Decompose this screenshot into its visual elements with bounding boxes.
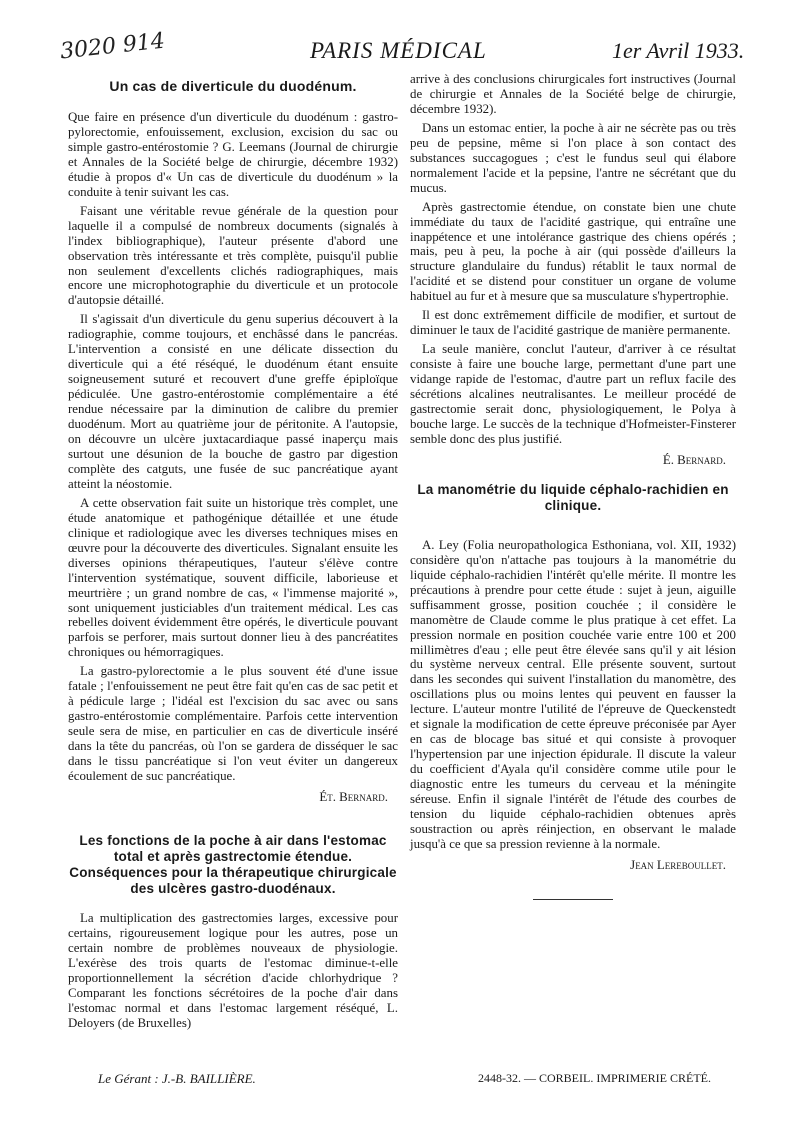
right-column (410, 72, 736, 900)
poche-paragraph-3: Après gastrectomie étendue, on constate bien une chute immédiate du taux de l'acidité gastrique, qui entraîne une inappétence et une intolérance gastrique des chiens opérés ; mais, peu à peu, la poche à air (qui possède d'ailleurs la structure glandulaire du fundus) rétablit le taux normal de l'acidité et se distend pour constituer un organe de volume habituel au fur et à mesure que sa musculature s'hypertrophie. (410, 199, 736, 304)
poche-paragraph-1: La multiplication des gastrectomies larges, excessive pour certains, rigoureusement logique pour les autres, pose un certain nombre de problèmes nouveaux de physiologie. L'exérèse des trois quarts de l'estomac diminue-t-elle proportionnellement la sécrétion d'acide chlorhydrique ? Comparant les fonctions sécrétoires de la poche d'air dans l'estomac normal et dans l'estomac largement réséqué, L. Deloyers (de Bruxelles) (68, 910, 398, 1030)
duodenum-paragraph-5: La gastro-pylorectomie a le plus souvent été d'une issue fatale ; l'enfouissement ne peut être fait qu'en cas de sac petit et à pédicule large ; l'idéal est l'excision du sac avec ou sans gastro-entérostomie complémentaire. Parfois cette intervention seule sera de mise, en particulier en cas de diverticule inséré dans la tête du pancréas, où l'on se gardera de disséquer le sac dans le tissu pancréatique si l'on veut éviter un dangereux écoulement de suc pancréatique. (68, 664, 398, 783)
article-title-manometrie: La manométrie du liquide céphalo-rachidien en clinique. (417, 481, 729, 513)
duodenum-paragraph-2: Faisant une véritable revue générale de la question pour laquelle il a compulsé de nombreux documents (signalés à l'index bibliographique), l'auteur présente d'abord une observation très intéressante et très complète, puisqu'il publie non seulement d'excellents clichés radiographiques, mais encore une microphotographie du diverticule et un protocole d'autopsie détaillé. (68, 203, 398, 308)
manometrie-signature: Jean Lereboullet. (630, 857, 726, 872)
section-divider (533, 899, 613, 900)
duodenum-paragraph-4: A cette observation fait suite un historique très complet, une étude anatomique et pathogénique détaillée et une étude clinique et radiologique avec les diverses techniques mises en œuvre pour la découverte des diverticules. Signalant ensuite les diverses opinions thérapeutiques, l'auteur s'élève contre l'intervention systématique, souvent difficile, laborieuse et meurtrière ; un grand nombre de cas, « l'immense majorité », sont uniquement justiciables d'un traitement médical. Les cas rebelles doivent évidemment être opérés, le diverticule pouvant parfois se perforer, mais surtout donner lieu à des pancréatites chroniques ou hémorragiques. (68, 495, 398, 660)
journal-title: PARIS MÉDICAL (310, 38, 487, 63)
article-title-duodenum: Un cas de diverticule du duodénum. (109, 78, 357, 94)
footer-gerant: Le Gérant : J.-B. BAILLIÈRE. (98, 1071, 256, 1086)
left-column (68, 72, 398, 1035)
issue-date: 1er Avril 1933. (612, 38, 745, 63)
duodenum-signature: Ét. Bernard. (319, 789, 388, 804)
poche-paragraph-2: Dans un estomac entier, la poche à air ne sécrète pas ou très peu de pepsine, même si l'on place à son contact des substances succagogues ; c'est le fundus seul qui élabore normalement l'acide et la pepsine, l'antre ne sécrétant que du mucus. (410, 120, 736, 195)
handwritten-mark: 3020 914 (58, 28, 167, 65)
duodenum-paragraph-3: Il s'agissait d'un diverticule du genu superius découvert à la radiographie, comme toujours, et enchâssé dans le pancréas. L'intervention a consisté en une délicate dissection du diverticule qui a été réséqué, le duodénum étant ensuite soigneusement suturé et recouvert d'une greffe épiploïque pédiculée. Une gastro-entérostomie complémentaire a été rendue nécessaire par la diminution de calibre du premier duodénum. Mort au quatrième jour de péritonite. A l'autopsie, on découvre un ulcère juxtacardiaque passé inaperçu mais surtout une désunion de la bouche de gastro par digestion complète des catguts, une fusée de suc pancréatique ayant atteint la néostomie. (68, 312, 398, 491)
footer-imprimerie: 2448-32. — CORBEIL. IMPRIMERIE CRÉTÉ. (478, 1071, 711, 1085)
manometrie-paragraph-1: A. Ley (Folia neuropathologica Esthoniana, vol. XII, 1932) considère qu'on n'attache pas toujours à la manométrie du liquide céphalo-rachidien l'intérêt qu'elle mérite. Il montre les précautions à prendre pour cette étude : sujet à jeun, aiguille suffisamment grosse, position couchée ; il considère le manomètre de Claude comme le plus pratique à cet effet. La pression normale en position couchée varie entre 100 et 200 millimètres d'eau ; elle peut être élevée sans qu'il y ait lésion du système nerveux central. Elle présente souvent, surtout dans les secondes qui suivent l'installation du manomètre, des oscillations plus ou moins lentes qui peuvent en fausser la lecture. L'auteur montre l'utilité de l'épreuve de Queckenstedt et signale la modification de cette épreuve préconisée par Ayer en cas de blocage bas situé et qui consiste à provoquer l'hypertension par une injection épidurale. Il discute la valeur du coefficient d'Ayala qu'il considère comme utile pour le diagnostic entre les tumeurs du cerveau et la méningite séreuse. Enfin il signale l'intérêt de l'étude des courbes de tension du liquide céphalo-rachidien obtenues après soustraction ou après réinjection, en observant le malade jusqu'à ce que sa pression revienne à la normale. (410, 537, 736, 851)
article-title-poche-a-air: Les fonctions de la poche à air dans l'estomac total et après gastrectomie étendue. Conséquences pour la thérapeutique chirurgicale des ulcères gastro-duodénaux. (69, 832, 397, 896)
duodenum-paragraph-1: Que faire en présence d'un diverticule du duodénum : gastro-pylorectomie, enfouissement, exclusion, excision du sac ou simple gastro-entérostomie ? G. Leemans (Journal de chirurgie et Annales de la Société belge de chirurgie, décembre 1932) étudie à propos d'« Un cas de diverticule du duodénum » la conduite à tenir suivant les cas. (68, 110, 398, 199)
poche-paragraph-5: La seule manière, conclut l'auteur, d'arriver à ce résultat consiste à faire une bouche large, permettant d'une part une vidange rapide de l'estomac, d'autre part un reflux facile des sécrétions alcalines neutralisantes. Le meilleur procédé de gastrectomie serait donc, physiologiquement, le Polya à bouche large. Le succès de la technique d'Hofmeister-Finsterer semble donc des plus justifié. (410, 342, 736, 446)
poche-signature: É. Bernard. (662, 452, 726, 467)
poche-paragraph-4: Il est donc extrêmement difficile de modifier, et surtout de diminuer le taux de l'acidité gastrique de manière permanente. (410, 308, 736, 338)
poche-continuation: arrive à des conclusions chirurgicales fort instructives (Journal de chirurgie et Annales de la Société belge de chirurgie, décembre 1932). (410, 72, 736, 116)
